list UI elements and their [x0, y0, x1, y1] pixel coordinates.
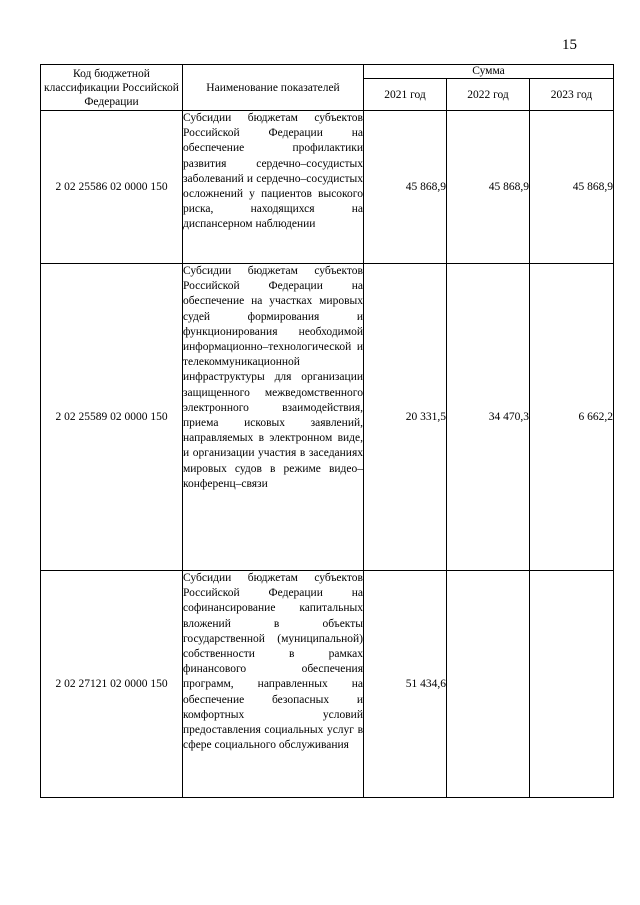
row-name: Субсидии бюджетам субъектов Российской Федерации на обеспечение профилактики развития сердечно–сосудистых заболеваний и сердечно–сосудистых осложнений у пациентов высокого риска, находящихся на диспансерном наблюдении — [183, 111, 364, 264]
row-code: 2 02 25589 02 0000 150 — [41, 264, 183, 571]
table-header-row — [41, 65, 614, 79]
table-row — [41, 571, 614, 798]
budget-table — [40, 64, 614, 798]
row-value-2021: 20 331,5 — [364, 264, 447, 571]
row-value-2021: 51 434,6 — [364, 571, 447, 798]
row-value-2023 — [530, 571, 614, 798]
header-sum: Сумма — [364, 65, 614, 79]
page-number: 15 — [562, 37, 577, 53]
header-year-2022: 2022 год — [447, 79, 530, 111]
row-value-2023: 45 868,9 — [530, 111, 614, 264]
row-value-2023: 6 662,2 — [530, 264, 614, 571]
row-code: 2 02 25586 02 0000 150 — [41, 111, 183, 264]
header-year-2023: 2023 год — [530, 79, 614, 111]
row-code: 2 02 27121 02 0000 150 — [41, 571, 183, 798]
header-code: Код бюджетной классификации Российской Федерации — [41, 65, 183, 111]
table-row — [41, 264, 614, 571]
row-name: Субсидии бюджетам субъектов Российской Федерации на софинансирование капитальных вложений в объекты государственной (муниципальной) собственности в рамках финансового обеспечения программ, направленных на обеспечение безопасных и комфортных условий предоставления социальных услуг в сфере социального обслуживания — [183, 571, 364, 798]
header-year-2021: 2021 год — [364, 79, 447, 111]
header-name: Наименование показателей — [183, 65, 364, 111]
row-name: Субсидии бюджетам субъектов Российской Федерации на обеспечение на участках мировых судей формирования и функционирования необходимой информационно–технологической и телекоммуникационной инфраструктуры для организации защищенного межведомственного электронного взаимодействия, приема исковых заявлений, направляемых в электронном виде, и организации участия в заседаниях мировых судов в режиме видео–конференц–связи — [183, 264, 364, 571]
table-row — [41, 111, 614, 264]
row-value-2022: 45 868,9 — [447, 111, 530, 264]
row-value-2022: 34 470,3 — [447, 264, 530, 571]
row-value-2021: 45 868,9 — [364, 111, 447, 264]
row-value-2022 — [447, 571, 530, 798]
